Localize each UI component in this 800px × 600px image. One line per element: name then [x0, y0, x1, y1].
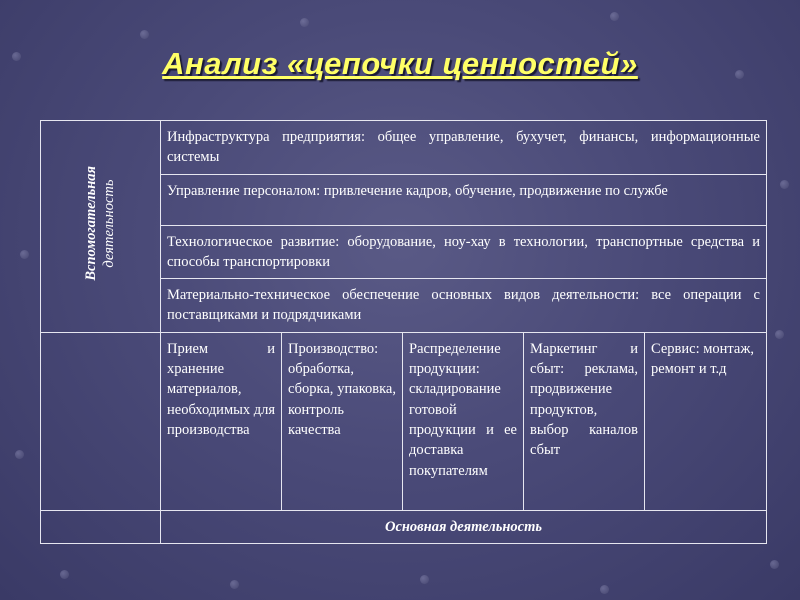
primary-row — [41, 332, 767, 510]
empty-cell — [41, 510, 161, 543]
support-label-line1: Вспомогательная — [83, 165, 100, 281]
support-label-line2: деятельность — [101, 179, 118, 268]
value-chain-table — [40, 120, 767, 544]
primary-service: Сервис: монтаж, ремонт и т.д — [645, 332, 767, 510]
primary-inbound-logistics: Прием и хранение материалов, необходимых для производства — [161, 332, 282, 510]
support-infrastructure: Инфраструктура предприятия: общее управление, бухучет, финансы, информационные системы — [161, 121, 767, 175]
support-row — [41, 121, 767, 175]
support-procurement: Материально-техническое обеспечение основных видов деятельности: все операции с поставщиками и подрядчиками — [161, 279, 767, 333]
primary-marketing-sales: Маркетинг и сбыт: реклама, продвижение продуктов, выбор каналов сбыт — [524, 332, 645, 510]
primary-label-row — [41, 510, 767, 543]
primary-operations: Производство: обработка, сборка, упаковка, контроль качества — [282, 332, 403, 510]
support-technology: Технологическое развитие: оборудование, ноу-хау в технологии, транспортные средства и способы транспортировки — [161, 225, 767, 279]
primary-outbound-logistics: Распределение продукции: складирование готовой продукции и ее доставка покупателям — [403, 332, 524, 510]
empty-cell — [41, 332, 161, 510]
page-title: Анализ «цепочки ценностей» — [162, 46, 638, 81]
support-activities-label — [41, 121, 161, 333]
support-hr: Управление персоналом: привлечение кадров, обучение, продвижение по службе — [161, 174, 767, 225]
primary-activities-label: Основная деятельность — [161, 510, 767, 543]
